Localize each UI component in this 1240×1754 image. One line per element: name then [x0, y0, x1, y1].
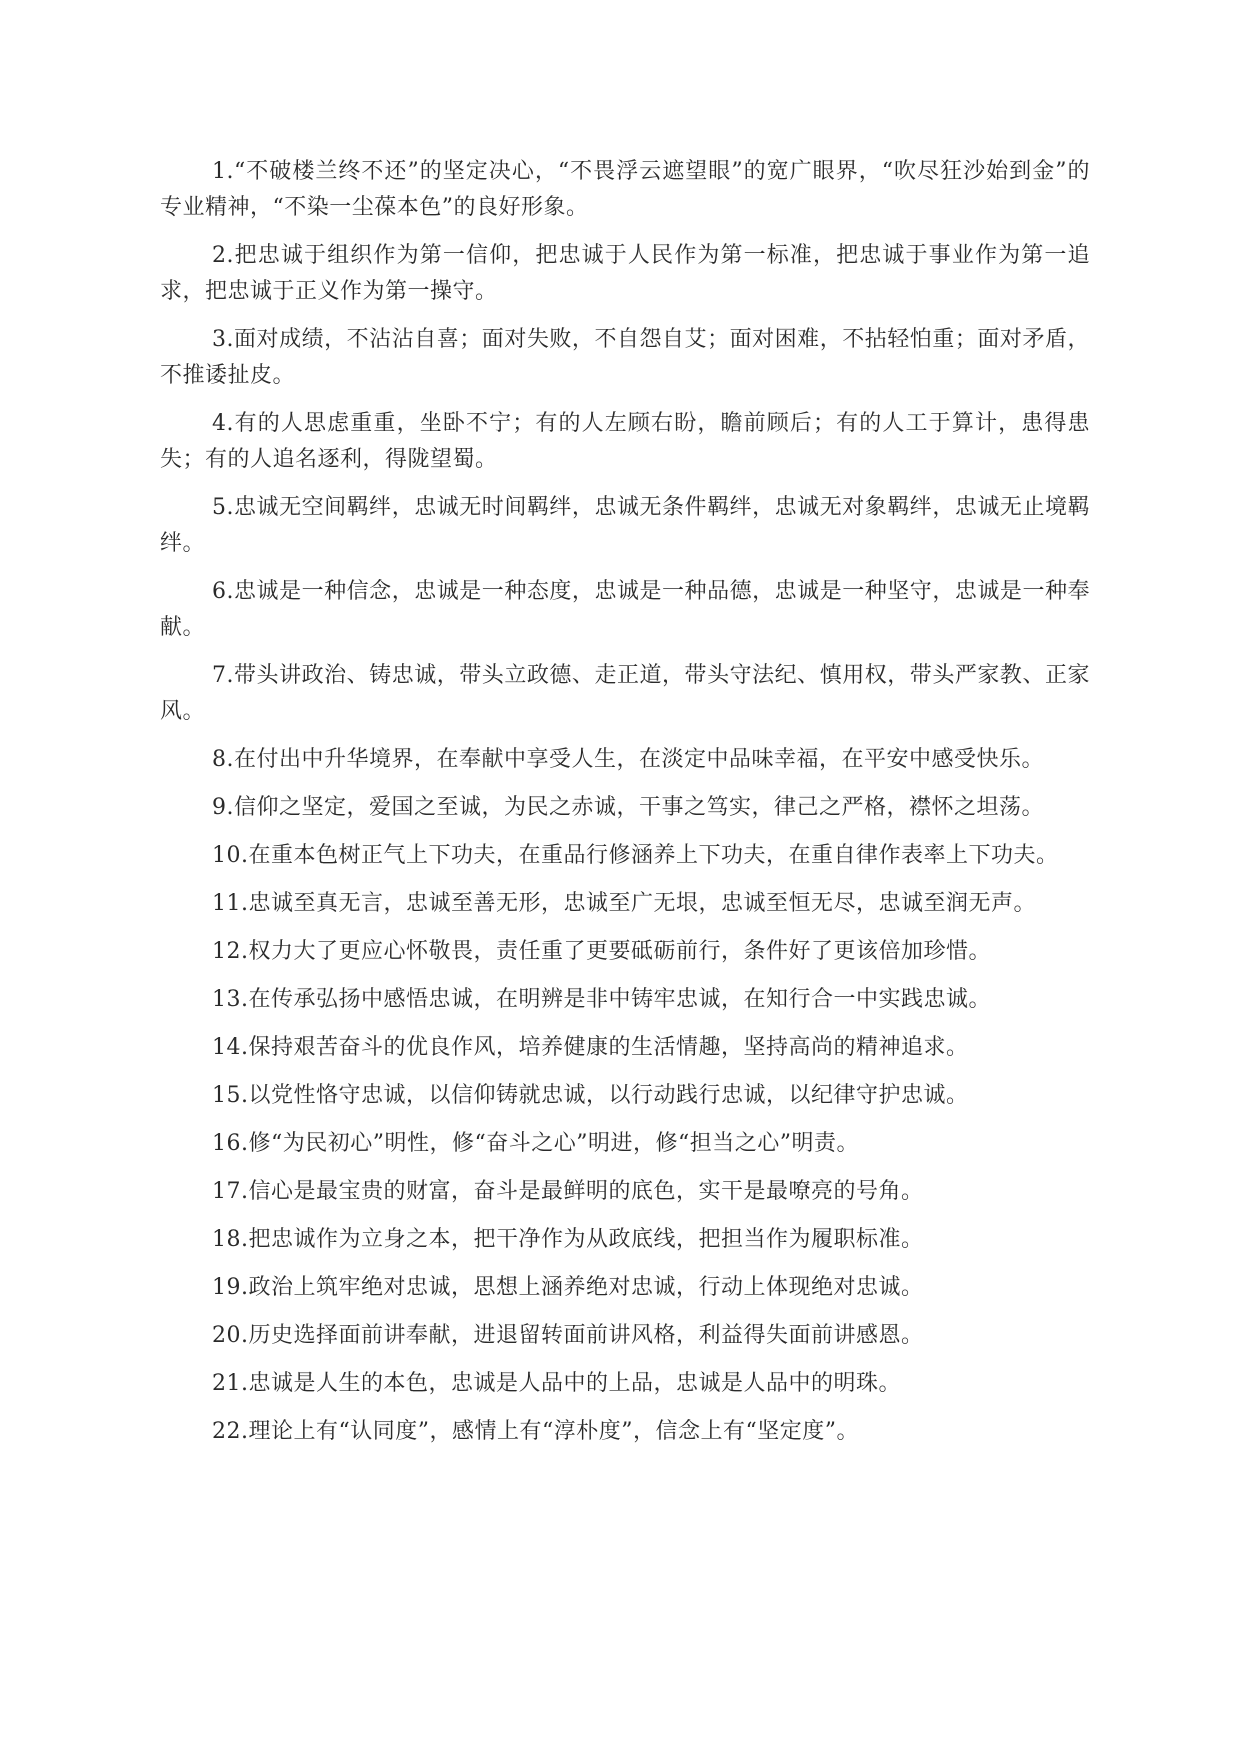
document-body	[160, 154, 1090, 1462]
paragraph-1: 1.“不破楼兰终不还”的坚定决心，“不畏浮云遮望眼”的宽广眼界，“吹尽狂沙始到金”的专业精神，“不染一尘葆本色”的良好形象。	[160, 159, 1090, 220]
paragraph-19: 19.政治上筑牢绝对忠诚，思想上涵养绝对忠诚，行动上体现绝对忠诚。	[212, 1275, 924, 1300]
paragraph-4: 4.有的人思虑重重，坐卧不宁；有的人左顾右盼，瞻前顾后；有的人工于算计，患得患失；有的人追名逐利，得陇望蜀。	[160, 411, 1090, 472]
paragraph-8: 8.在付出中升华境界，在奉献中享受人生，在淡定中品味幸福，在平安中感受快乐。	[212, 747, 1044, 772]
paragraph-18: 18.把忠诚作为立身之本，把干净作为从政底线，把担当作为履职标准。	[212, 1227, 924, 1252]
paragraph-5: 5.忠诚无空间羁绊，忠诚无时间羁绊，忠诚无条件羁绊，忠诚无对象羁绊，忠诚无止境羁绊。	[160, 495, 1090, 556]
paragraph-6: 6.忠诚是一种信念，忠诚是一种态度，忠诚是一种品德，忠诚是一种坚守，忠诚是一种奉献。	[160, 579, 1090, 640]
paragraph-2: 2.把忠诚于组织作为第一信仰，把忠诚于人民作为第一标准，把忠诚于事业作为第一追求，把忠诚于正义作为第一操守。	[160, 243, 1090, 304]
paragraph-10: 10.在重本色树正气上下功夫，在重品行修涵养上下功夫，在重自律作表率上下功夫。	[212, 843, 1059, 868]
paragraph-17: 17.信心是最宝贵的财富，奋斗是最鲜明的底色，实干是最嘹亮的号角。	[212, 1179, 924, 1204]
paragraph-15: 15.以党性恪守忠诚，以信仰铸就忠诚，以行动践行忠诚，以纪律守护忠诚。	[212, 1083, 969, 1108]
paragraph-9: 9.信仰之坚定，爱国之至诚，为民之赤诚，干事之笃实，律己之严格，襟怀之坦荡。	[212, 795, 1044, 820]
paragraph-22: 22.理论上有“认同度”，感情上有“淳朴度”，信念上有“坚定度”。	[212, 1419, 859, 1444]
paragraph-16: 16.修“为民初心”明性，修“奋斗之心”明进，修“担当之心”明责。	[212, 1131, 859, 1156]
paragraph-7: 7.带头讲政治、铸忠诚，带头立政德、走正道，带头守法纪、慎用权，带头严家教、正家风。	[160, 663, 1090, 724]
paragraph-3: 3.面对成绩，不沾沾自喜；面对失败，不自怨自艾；面对困难，不拈轻怕重；面对矛盾，不推诿扯皮。	[160, 327, 1090, 388]
paragraph-13: 13.在传承弘扬中感悟忠诚，在明辨是非中铸牢忠诚，在知行合一中实践忠诚。	[212, 987, 991, 1012]
paragraph-11: 11.忠诚至真无言，忠诚至善无形，忠诚至广无垠，忠诚至恒无尽，忠诚至润无声。	[212, 891, 1036, 916]
paragraph-14: 14.保持艰苦奋斗的优良作风，培养健康的生活情趣，坚持高尚的精神追求。	[212, 1035, 969, 1060]
paragraph-21: 21.忠诚是人生的本色，忠诚是人品中的上品，忠诚是人品中的明珠。	[212, 1371, 901, 1396]
paragraph-20: 20.历史选择面前讲奉献，进退留转面前讲风格，利益得失面前讲感恩。	[212, 1323, 924, 1348]
paragraph-12: 12.权力大了更应心怀敬畏，责任重了更要砥砺前行，条件好了更该倍加珍惜。	[212, 939, 991, 964]
